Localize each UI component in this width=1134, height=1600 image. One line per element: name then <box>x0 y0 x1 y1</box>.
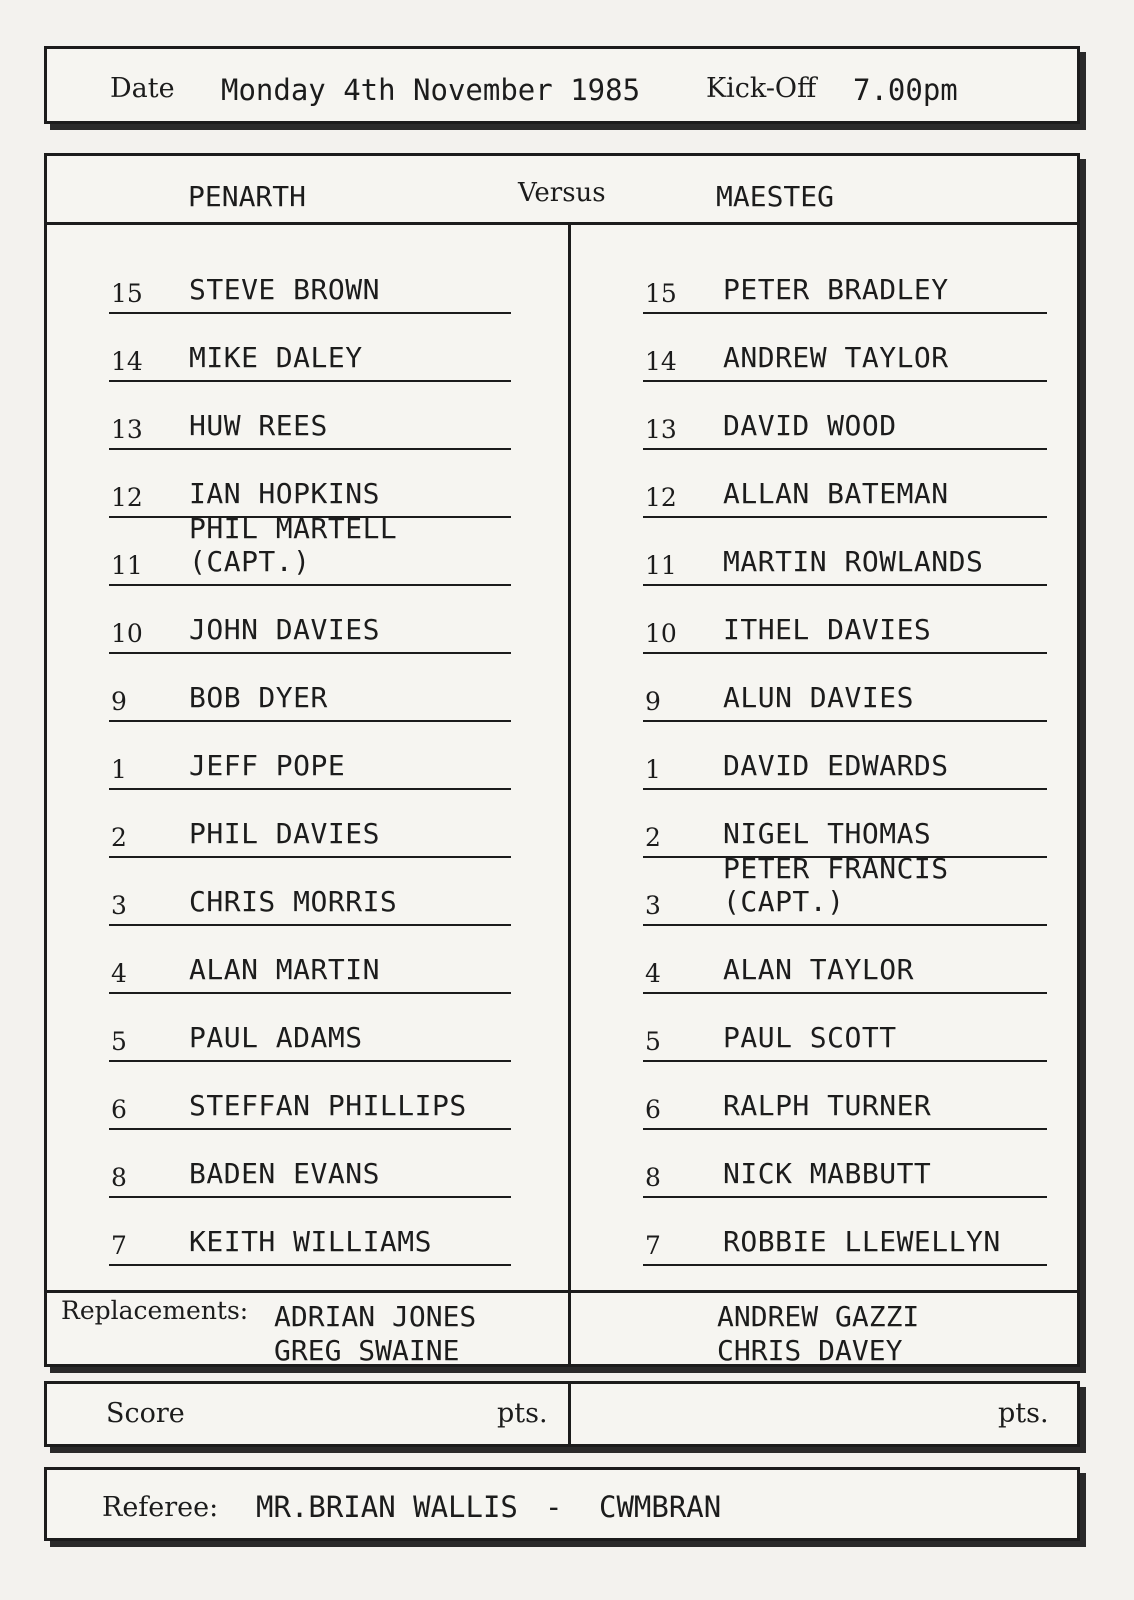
player-name: PHIL DAVIES <box>189 817 380 850</box>
replacements-label: Replacements: <box>61 1296 249 1325</box>
player-number: 11 <box>645 551 677 580</box>
home-team-name: PENARTH <box>188 180 307 213</box>
player-number: 8 <box>111 1163 127 1192</box>
player-number: 1 <box>645 755 661 784</box>
player-number: 4 <box>111 959 127 988</box>
player-name: DAVID WOOD <box>723 409 897 442</box>
away-player-row <box>643 340 1047 382</box>
referee-separator: - <box>545 1490 563 1524</box>
away-team-name: MAESTEG <box>716 180 835 213</box>
player-name: CHRIS MORRIS <box>189 885 398 918</box>
home-player-row <box>109 884 511 926</box>
player-number: 2 <box>111 823 127 852</box>
title-divider <box>47 222 1077 225</box>
player-name: STEVE BROWN <box>189 273 380 306</box>
player-number: 9 <box>111 687 127 716</box>
away-player-row <box>643 748 1047 790</box>
date-value: Monday 4th November 1985 <box>221 73 641 107</box>
away-player-row <box>643 1088 1047 1130</box>
player-name: ANDREW TAYLOR <box>723 341 949 374</box>
player-name: HUW REES <box>189 409 328 442</box>
referee-box <box>44 1467 1080 1541</box>
away-replacement: ANDREW GAZZI <box>717 1300 920 1333</box>
team-sheet <box>44 153 1080 1367</box>
home-player-row <box>109 1088 511 1130</box>
away-player-row <box>643 852 1047 926</box>
player-number: 13 <box>111 415 143 444</box>
away-player-row <box>643 544 1047 586</box>
player-name: DAVID EDWARDS <box>723 749 949 782</box>
away-player-row <box>643 952 1047 994</box>
score-label: Score <box>106 1398 185 1429</box>
referee-name: MR.BRIAN WALLIS <box>256 1490 518 1524</box>
referee-label: Referee: <box>102 1492 219 1523</box>
home-pts-label: pts. <box>497 1398 548 1429</box>
match-info-box <box>44 46 1080 124</box>
player-number: 3 <box>645 891 661 920</box>
player-number: 15 <box>111 279 143 308</box>
player-number: 14 <box>111 347 143 376</box>
player-name: PAUL ADAMS <box>189 1021 363 1054</box>
player-name: BOB DYER <box>189 681 328 714</box>
away-player-row <box>643 272 1047 314</box>
player-name: ROBBIE LLEWELLYN <box>723 1225 1001 1258</box>
away-player-row <box>643 680 1047 722</box>
home-replacement: ADRIAN JONES <box>274 1300 477 1333</box>
player-number: 12 <box>111 483 143 512</box>
home-player-row <box>109 512 511 586</box>
away-player-row <box>643 1156 1047 1198</box>
home-player-row <box>109 1156 511 1198</box>
home-player-row <box>109 612 511 654</box>
player-name: NIGEL THOMAS <box>723 817 932 850</box>
home-player-row <box>109 1224 511 1266</box>
kickoff-label: Kick-Off <box>706 73 817 104</box>
player-name: NICK MABBUTT <box>723 1157 932 1190</box>
player-number: 10 <box>111 619 143 648</box>
home-player-row <box>109 272 511 314</box>
home-player-row <box>109 816 511 858</box>
away-replacement: CHRIS DAVEY <box>717 1334 903 1367</box>
player-number: 5 <box>111 1027 127 1056</box>
player-number: 15 <box>645 279 677 308</box>
player-number: 6 <box>645 1095 661 1124</box>
player-number: 3 <box>111 891 127 920</box>
home-replacement: GREG SWAINE <box>274 1334 460 1367</box>
player-name: PHIL MARTELL (CAPT.) <box>189 512 398 578</box>
player-name: PETER FRANCIS (CAPT.) <box>723 852 949 918</box>
away-player-row <box>643 476 1047 518</box>
player-name: ALAN MARTIN <box>189 953 380 986</box>
referee-location: CWMBRAN <box>599 1490 722 1524</box>
home-player-row <box>109 748 511 790</box>
kickoff-value: 7.00pm <box>853 73 958 107</box>
replacements-divider <box>47 1290 1077 1293</box>
player-number: 7 <box>645 1231 661 1260</box>
date-label: Date <box>110 73 175 104</box>
player-name: JEFF POPE <box>189 749 346 782</box>
player-name: BADEN EVANS <box>189 1157 380 1190</box>
player-name: ALUN DAVIES <box>723 681 914 714</box>
player-number: 4 <box>645 959 661 988</box>
player-number: 10 <box>645 619 677 648</box>
player-name: ALLAN BATEMAN <box>723 477 949 510</box>
away-player-row <box>643 408 1047 450</box>
home-player-row <box>109 680 511 722</box>
player-name: ALAN TAYLOR <box>723 953 914 986</box>
score-divider <box>568 1384 571 1444</box>
player-number: 1 <box>111 755 127 784</box>
player-name: PETER BRADLEY <box>723 273 949 306</box>
home-player-row <box>109 408 511 450</box>
player-name: STEFFAN PHILLIPS <box>189 1089 467 1122</box>
player-name: ITHEL DAVIES <box>723 613 932 646</box>
player-number: 8 <box>645 1163 661 1192</box>
player-number: 7 <box>111 1231 127 1260</box>
away-player-row <box>643 612 1047 654</box>
player-number: 12 <box>645 483 677 512</box>
player-number: 14 <box>645 347 677 376</box>
player-number: 11 <box>111 551 143 580</box>
versus-label: Versus <box>518 178 606 208</box>
away-player-row <box>643 1224 1047 1266</box>
player-number: 6 <box>111 1095 127 1124</box>
home-player-row <box>109 340 511 382</box>
player-number: 2 <box>645 823 661 852</box>
player-number: 13 <box>645 415 677 444</box>
player-name: IAN HOPKINS <box>189 477 380 510</box>
player-number: 9 <box>645 687 661 716</box>
score-box <box>44 1381 1080 1447</box>
player-name: PAUL SCOTT <box>723 1021 897 1054</box>
player-name: RALPH TURNER <box>723 1089 932 1122</box>
player-number: 5 <box>645 1027 661 1056</box>
home-player-row <box>109 952 511 994</box>
player-name: MARTIN ROWLANDS <box>723 545 984 578</box>
player-name: MIKE DALEY <box>189 341 363 374</box>
player-name: JOHN DAVIES <box>189 613 380 646</box>
player-name: KEITH WILLIAMS <box>189 1225 433 1258</box>
away-player-row <box>643 1020 1047 1062</box>
column-divider <box>568 222 571 1367</box>
away-pts-label: pts. <box>998 1398 1049 1429</box>
home-player-row <box>109 1020 511 1062</box>
